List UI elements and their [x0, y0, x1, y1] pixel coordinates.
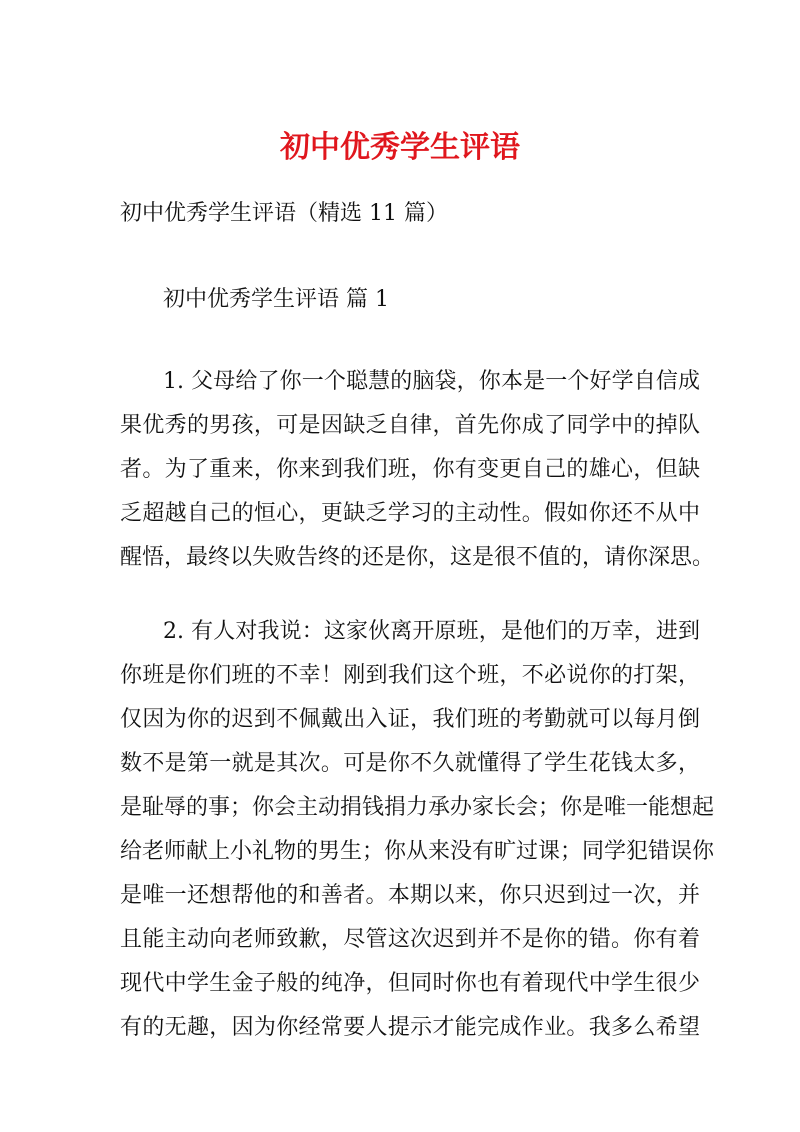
- section-heading: 初中优秀学生评语 篇 1: [163, 287, 389, 312]
- paragraph-1: [120, 360, 715, 580]
- paragraph-2: [120, 610, 715, 1050]
- paragraph-line: 现代中学生金子般的纯净，但同时你也有着现代中学生很少: [120, 971, 700, 996]
- paragraph-line: 1. 父母给了你一个聪慧的脑袋，你本是一个好学自信成: [163, 369, 700, 394]
- paragraph-line: 数不是第一就是其次。可是你不久就懂得了学生花钱太多，: [120, 751, 700, 776]
- paragraph-line: 是耻辱的事；你会主动捐钱捐力承办家长会；你是唯一能想起: [120, 795, 715, 820]
- paragraph-line: 是唯一还想帮他的和善者。本期以来，你只迟到过一次，并: [120, 883, 700, 908]
- paragraph-line: 醒悟，最终以失败告终的还是你，这是很不值的，请你深思。: [120, 545, 715, 570]
- paragraph-line: 有的无趣，因为你经常要人提示才能完成作业。我多么希望: [120, 1015, 700, 1040]
- paragraph-line: 且能主动向老师致歉，尽管这次迟到并不是你的错。你有着: [120, 927, 700, 952]
- paragraph-line: 仅因为你的迟到不佩戴出入证，我们班的考勤就可以每月倒: [120, 707, 700, 732]
- paragraph-line: 乏超越自己的恒心，更缺乏学习的主动性。假如你还不从中: [120, 501, 700, 526]
- paragraph-line: 你班是你们班的不幸！刚到我们这个班，不必说你的打架，: [120, 663, 700, 688]
- document-title: 初中优秀学生评语: [280, 130, 520, 165]
- paragraph-line: 果优秀的男孩，可是因缺乏自律，首先你成了同学中的掉队: [120, 413, 700, 438]
- paragraph-line: 者。为了重来，你来到我们班，你有变更自己的雄心，但缺: [120, 457, 700, 482]
- paragraph-line: 2. 有人对我说：这家伙离开原班，是他们的万幸，进到: [163, 619, 700, 644]
- document-subtitle: 初中优秀学生评语（精选 11 篇）: [120, 201, 448, 226]
- paragraph-line: 给老师献上小礼物的男生；你从来没有旷过课；同学犯错误你: [120, 839, 715, 864]
